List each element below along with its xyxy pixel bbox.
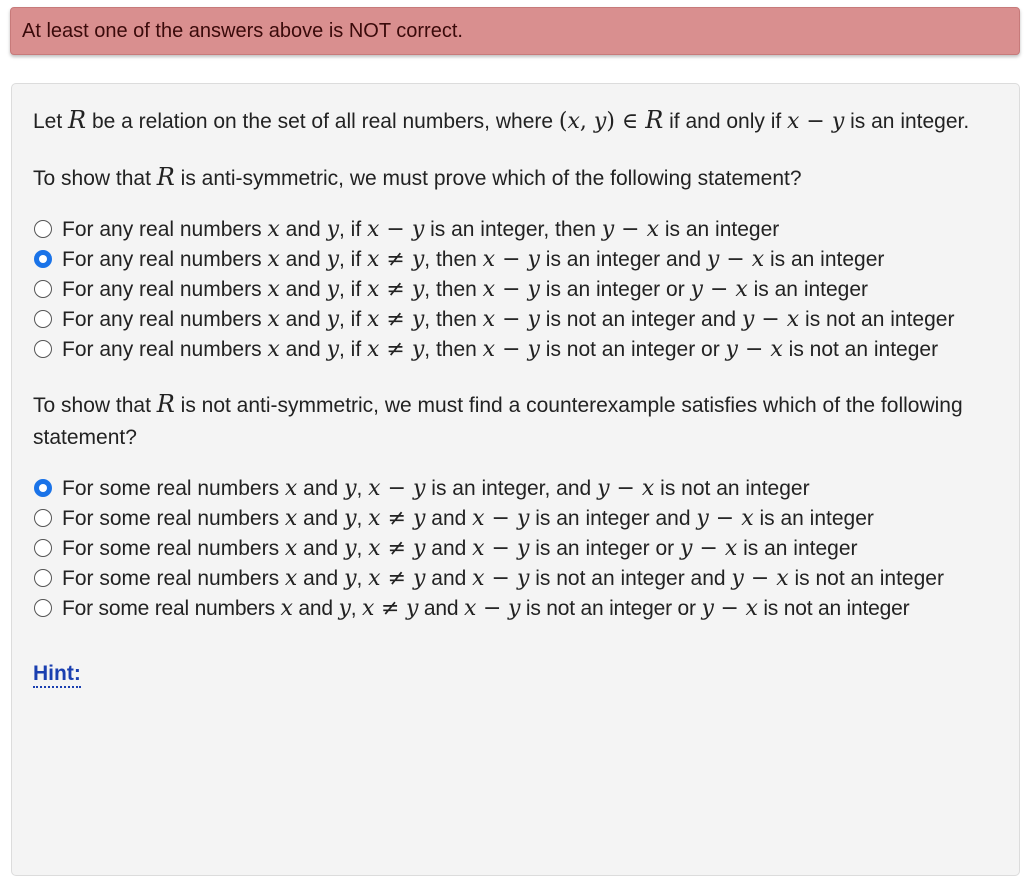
error-alert (10, 7, 1020, 55)
math-R: R (156, 390, 175, 418)
radio-button[interactable] (34, 539, 52, 557)
part1-option-4[interactable]: For any real numbers x and y, if x ≠ y, then x − y is not an integer and y − x is not an integer (33, 305, 1013, 335)
question-intro: Let R be a relation on the set of all real numbers, where (x, y) ∈ R if and only if x − y is an integer. (33, 106, 970, 134)
hint-row (33, 658, 1013, 690)
part1-prompt: To show that R is anti-symmetric, we must prove which of the following statement? (33, 163, 802, 191)
math-difference: x − y (787, 109, 845, 134)
part1-option-5[interactable]: For any real numbers x and y, if x ≠ y, then x − y is not an integer or y − x is not an integer (33, 335, 1013, 365)
radio-button[interactable] (34, 509, 52, 527)
radio-button[interactable] (34, 340, 52, 358)
radio-button[interactable] (34, 569, 52, 587)
math-R: R (68, 106, 87, 134)
math-R: R (156, 163, 175, 191)
radio-button[interactable] (34, 310, 52, 328)
question-content (33, 104, 1013, 690)
part1-options (33, 215, 1013, 365)
radio-button[interactable] (34, 280, 52, 298)
part1-option-3[interactable]: For any real numbers x and y, if x ≠ y, then x − y is an integer or y − x is an integer (33, 275, 1013, 305)
part1-option-1[interactable]: For any real numbers x and y, if x − y is an integer, then y − x is an integer (33, 215, 1013, 245)
part2-prompt: To show that R is not anti-symmetric, we must find a counterexample satisfies which of the following statement? (33, 390, 963, 449)
part1-option-2[interactable]: For any real numbers x and y, if x ≠ y, then x − y is an integer and y − x is an integer (33, 245, 1013, 275)
alert-message: At least one of the answers above is NOT correct. (22, 20, 463, 42)
math-pair: (x, y) (558, 109, 615, 134)
part2-option-4[interactable]: For some real numbers x and y, x ≠ y and x − y is not an integer and y − x is not an integer (33, 564, 1013, 594)
part2-option-2[interactable]: For some real numbers x and y, x ≠ y and x − y is an integer and y − x is an integer (33, 504, 1013, 534)
radio-button-checked[interactable] (34, 250, 52, 268)
question-panel (11, 83, 1020, 876)
radio-button[interactable] (34, 599, 52, 617)
math-R: R (645, 106, 664, 134)
part2-option-5[interactable]: For some real numbers x and y, x ≠ y and x − y is not an integer or y − x is not an integer (33, 594, 1013, 624)
hint-link[interactable]: Hint: (33, 662, 81, 688)
part2-options (33, 474, 1013, 624)
radio-button[interactable] (34, 220, 52, 238)
part2-option-1[interactable]: For some real numbers x and y, x − y is an integer, and y − x is not an integer (33, 474, 1013, 504)
part2-option-3[interactable]: For some real numbers x and y, x ≠ y and x − y is an integer or y − x is an integer (33, 534, 1013, 564)
radio-button-checked[interactable] (34, 479, 52, 497)
